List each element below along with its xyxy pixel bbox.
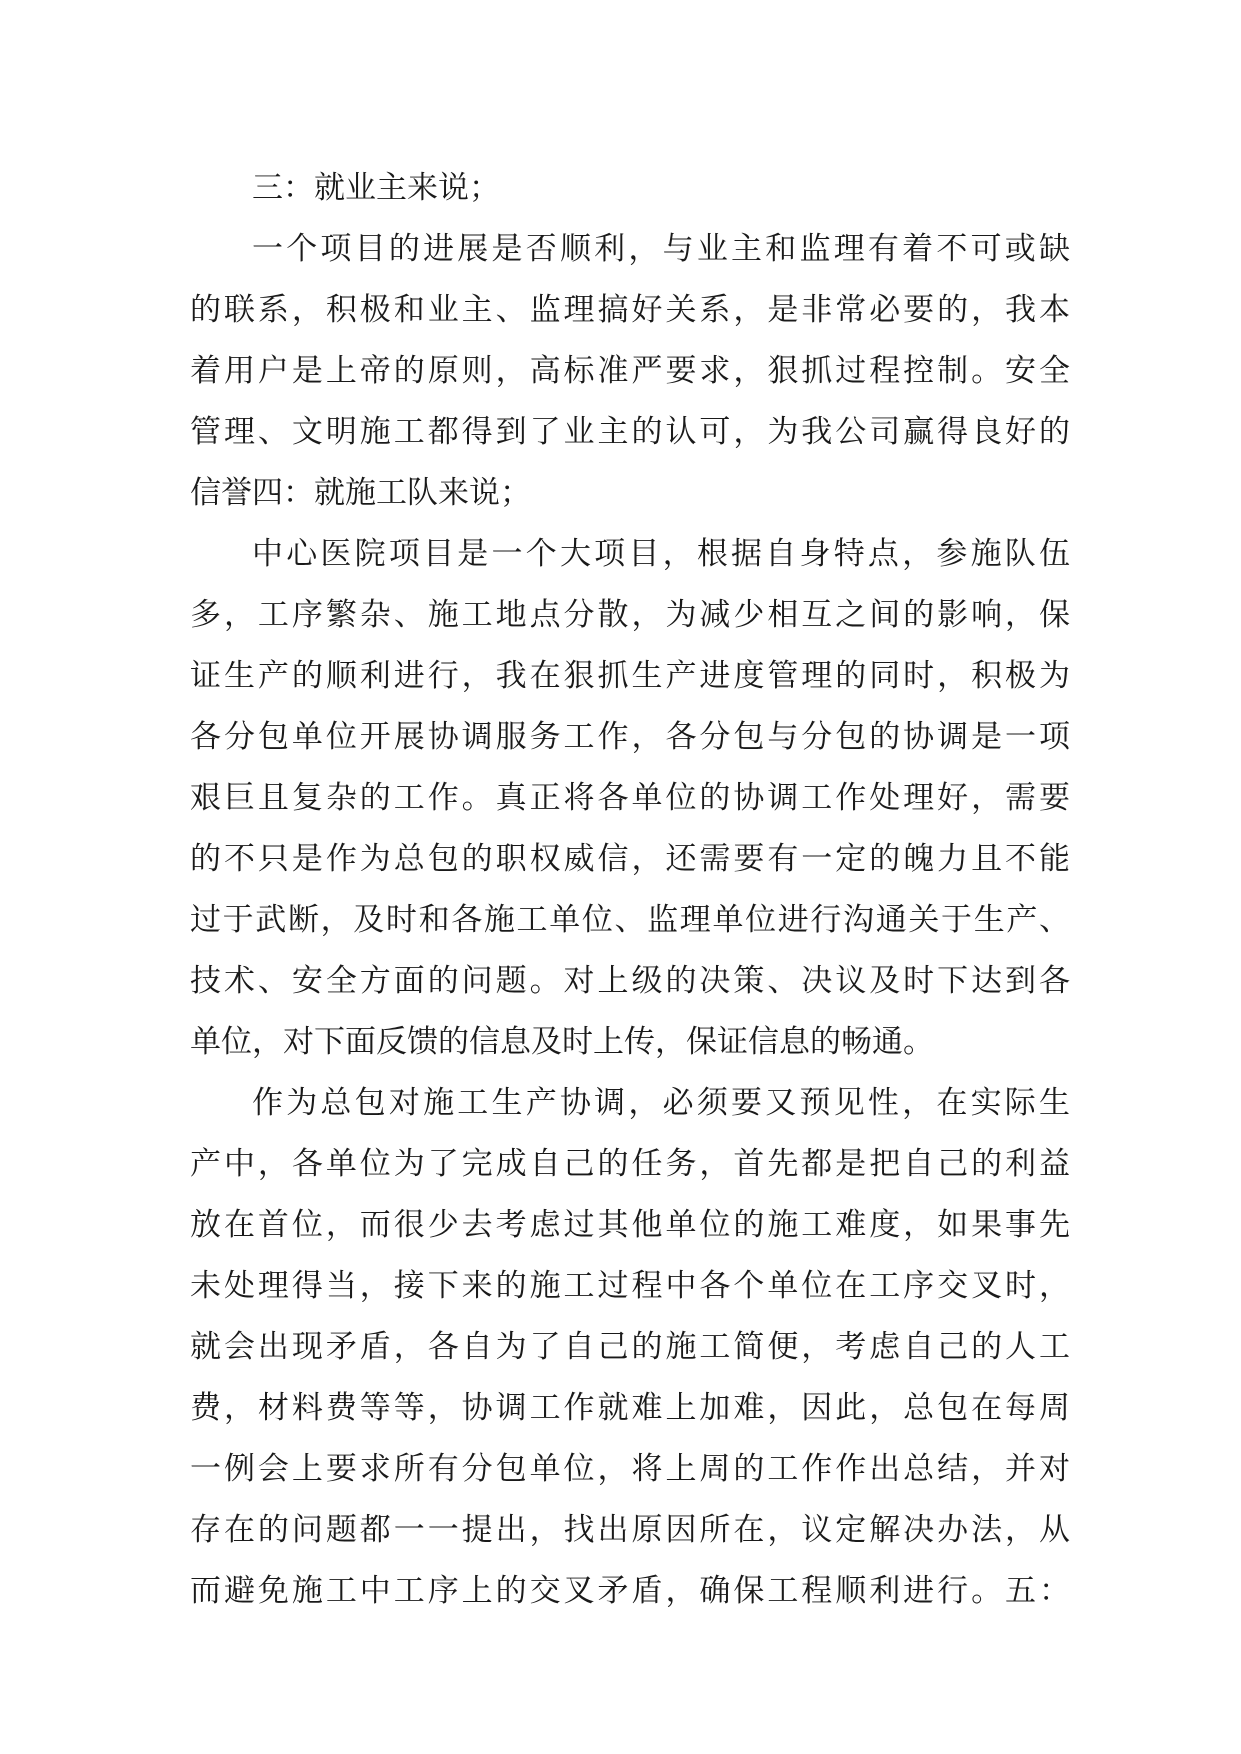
paragraph-line: 证生产的顺利进行，我在狠抓生产进度管理的同时，积极为 <box>190 658 1070 694</box>
paragraph-line: 中心医院项目是一个大项目，根据自身特点，参施队伍 <box>252 536 1070 572</box>
section-heading-3: 三：就业主来说； <box>252 170 500 206</box>
paragraph-line: 作为总包对施工生产协调，必须要又预见性，在实际生 <box>252 1085 1070 1121</box>
paragraph-line: 单位，对下面反馈的信息及时上传，保证信息的畅通。 <box>190 1024 934 1060</box>
paragraph-line: 各分包单位开展协调服务工作，各分包与分包的协调是一项 <box>190 719 1070 755</box>
paragraph-line: 存在的问题都一一提出，找出原因所在，议定解决办法，从 <box>190 1512 1070 1548</box>
paragraph-line: 多，工序繁杂、施工地点分散，为减少相互之间的影响，保 <box>190 597 1070 633</box>
paragraph-line: 而避免施工中工序上的交叉矛盾，确保工程顺利进行。五： <box>190 1573 1070 1609</box>
paragraph-line: 一个项目的进展是否顺利，与业主和监理有着不可或缺 <box>252 231 1070 267</box>
paragraph-line: 产中，各单位为了完成自己的任务，首先都是把自己的利益 <box>190 1146 1070 1182</box>
paragraph-line: 放在首位，而很少去考虑过其他单位的施工难度，如果事先 <box>190 1207 1070 1243</box>
paragraph-line: 过于武断，及时和各施工单位、监理单位进行沟通关于生产、 <box>190 902 1070 938</box>
paragraph-line: 艰巨且复杂的工作。真正将各单位的协调工作处理好，需要 <box>190 780 1070 816</box>
paragraph-line: 技术、安全方面的问题。对上级的决策、决议及时下达到各 <box>190 963 1070 999</box>
paragraph-line: 管理、文明施工都得到了业主的认可，为我公司赢得良好的 <box>190 414 1070 450</box>
paragraph-line: 就会出现矛盾，各自为了自己的施工简便，考虑自己的人工 <box>190 1329 1070 1365</box>
paragraph-line: 一例会上要求所有分包单位，将上周的工作作出总结，并对 <box>190 1451 1070 1487</box>
paragraph-line: 费，材料费等等，协调工作就难上加难，因此，总包在每周 <box>190 1390 1070 1426</box>
paragraph-line: 着用户是上帝的原则，高标准严要求，狠抓过程控制。安全 <box>190 353 1070 389</box>
paragraph-line: 的不只是作为总包的职权威信，还需要有一定的魄力且不能 <box>190 841 1070 877</box>
paragraph-line: 的联系，积极和业主、监理搞好关系，是非常必要的，我本 <box>190 292 1070 328</box>
paragraph-line: 未处理得当，接下来的施工过程中各个单位在工序交叉时， <box>190 1268 1070 1304</box>
paragraph-line: 信誉四：就施工队来说； <box>190 475 531 511</box>
body-text <box>190 158 1070 1622</box>
